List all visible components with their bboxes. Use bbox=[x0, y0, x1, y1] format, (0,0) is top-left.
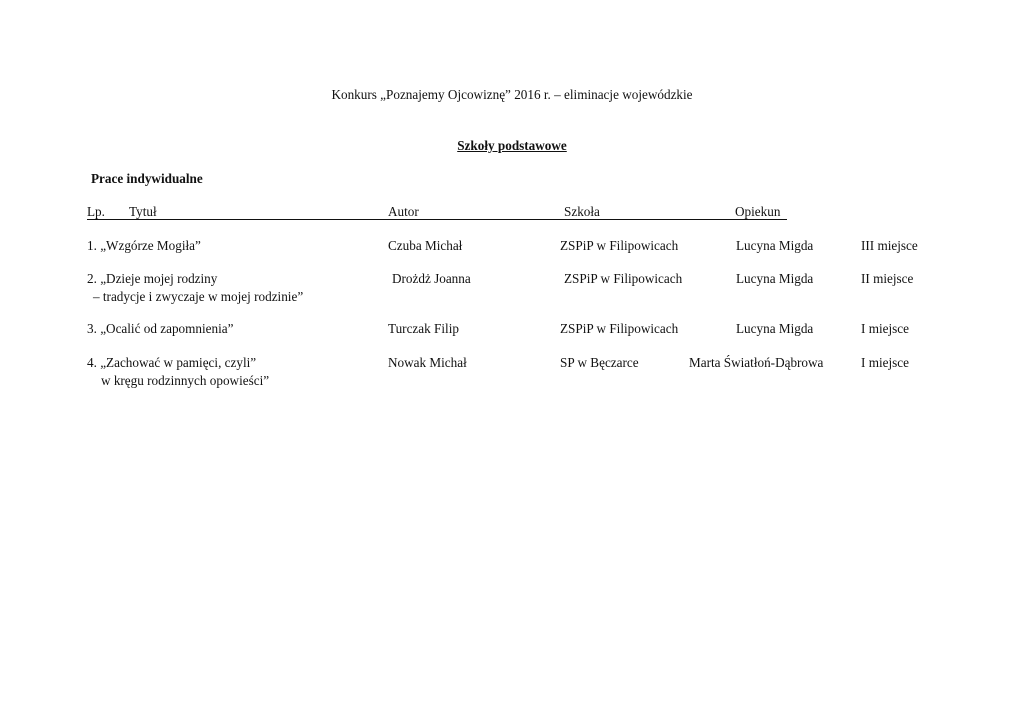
row-miejsce: II miejsce bbox=[861, 271, 914, 286]
row-title-continued: – tradycje i zwyczaje w mojej rodzinie” bbox=[93, 289, 304, 304]
row-opiekun: Lucyna Migda bbox=[736, 238, 814, 253]
header-autor: Autor bbox=[388, 204, 419, 219]
section-heading: Szkoły podstawowe bbox=[457, 138, 567, 153]
row-title: 1. „Wzgórze Mogiła” bbox=[87, 238, 201, 253]
row-szkola: SP w Bęczarce bbox=[560, 355, 639, 370]
row-title: 2. „Dzieje mojej rodziny bbox=[87, 271, 218, 286]
row-szkola: ZSPiP w Filipowicach bbox=[560, 321, 679, 336]
row-title-continued: w kręgu rodzinnych opowieści” bbox=[101, 373, 270, 388]
header-opiekun: Opiekun bbox=[735, 204, 781, 219]
row-autor: Turczak Filip bbox=[388, 321, 459, 336]
subsection-heading: Prace indywidualne bbox=[91, 171, 203, 186]
row-miejsce: I miejsce bbox=[861, 321, 909, 336]
row-miejsce: I miejsce bbox=[861, 355, 909, 370]
row-autor: Nowak Michał bbox=[388, 355, 467, 370]
row-opiekun: Marta Światłoń-Dąbrowa bbox=[689, 355, 824, 370]
header-tytul: Tytuł bbox=[129, 204, 157, 219]
header-underline bbox=[87, 219, 787, 220]
row-opiekun: Lucyna Migda bbox=[736, 271, 814, 286]
row-autor: Czuba Michał bbox=[388, 238, 463, 253]
row-title: 3. „Ocalić od zapomnienia” bbox=[87, 321, 234, 336]
header-lp: Lp. bbox=[87, 204, 105, 219]
header-szkola: Szkoła bbox=[564, 204, 600, 219]
row-szkola: ZSPiP w Filipowicach bbox=[564, 271, 683, 286]
document-title: Konkurs „Poznajemy Ojcowiznę” 2016 r. – eliminacje wojewódzkie bbox=[331, 87, 693, 102]
table-header bbox=[87, 204, 787, 220]
row-title: 4. „Zachować w pamięci, czyli” bbox=[87, 355, 257, 370]
row-miejsce: III miejsce bbox=[861, 238, 918, 253]
row-opiekun: Lucyna Migda bbox=[736, 321, 814, 336]
row-autor: Drożdż Joanna bbox=[392, 271, 471, 286]
row-szkola: ZSPiP w Filipowicach bbox=[560, 238, 679, 253]
